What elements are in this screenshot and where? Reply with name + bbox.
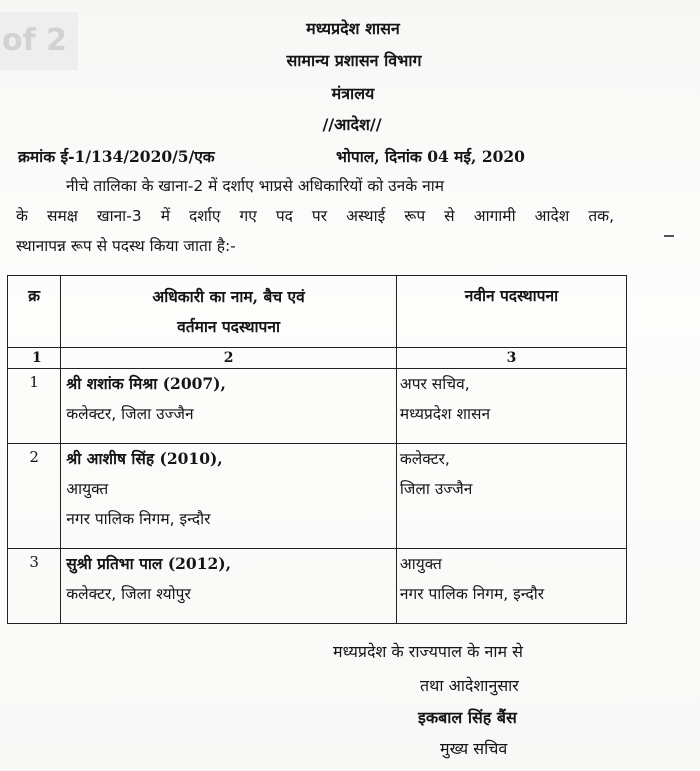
signatory-designation: मुख्य सचिव: [440, 739, 508, 758]
signature-order-line: तथा आदेशानुसार: [420, 676, 519, 695]
header-new-posting: नवीन पदस्थापना: [396, 276, 626, 348]
officer-cell: [61, 369, 397, 444]
column-number: 1: [8, 348, 61, 369]
row-serial: 2: [8, 444, 61, 549]
officer-cell: [61, 549, 397, 624]
column-number-row: [8, 348, 627, 369]
officer-cell: [61, 444, 397, 549]
new-posting-line: अपर सचिव,: [399, 375, 470, 393]
body-line-3: स्थानापन्न रूप से पदस्थ किया जाता है:-: [16, 237, 236, 255]
current-posting: कलेक्टर, जिला श्योपुर: [66, 585, 191, 603]
table-row: [8, 549, 627, 624]
officer-name: श्री शशांक मिश्रा (2007),: [66, 374, 226, 393]
current-posting: कलेक्टर, जिला उज्जैन: [66, 405, 194, 423]
officer-name: सुश्री प्रतिभा पाल (2012),: [66, 554, 232, 573]
new-posting-line: नगर पालिक निगम, इन्दौर: [399, 585, 545, 603]
header-secretariat: मंत्रालय: [331, 84, 375, 103]
table-row: [8, 444, 627, 549]
order-body-text: [16, 171, 614, 261]
page-count-watermark: of 2: [0, 12, 78, 70]
current-posting: आयुक्त: [66, 480, 109, 498]
new-posting-line: जिला उज्जैन: [399, 480, 473, 498]
column-number: 2: [61, 348, 397, 369]
body-line-2: के समक्ष खाना-3 में दर्शाए गए पद पर अस्थाई रूप से आगामी आदेश तक,: [16, 207, 614, 225]
posting-table: [7, 275, 627, 624]
signature-authority-line: मध्यप्रदेश के राज्यपाल के नाम से: [333, 642, 523, 661]
table-row: [8, 369, 627, 444]
new-posting-cell: [396, 444, 626, 549]
row-serial: 1: [8, 369, 61, 444]
table-header-row: [8, 276, 627, 348]
new-posting-line: कलेक्टर,: [399, 450, 450, 468]
order-place-date: भोपाल, दिनांक 04 मई, 2020: [336, 147, 525, 166]
header-officer-line-1: अधिकारी का नाम, बैच एवं: [152, 287, 305, 306]
new-posting-cell: [396, 549, 626, 624]
body-line-1: नीचे तालिका के खाना-2 में दर्शाए भाप्रसे अधिकारियों को उनके नाम: [66, 177, 444, 195]
officer-name: श्री आशीष सिंह (2010),: [66, 449, 223, 468]
header-order-title: //आदेश//: [322, 115, 382, 134]
header-officer-details: [61, 276, 397, 348]
new-posting-cell: [396, 369, 626, 444]
header-department: सामान्य प्रशासन विभाग: [286, 51, 422, 70]
header-officer-line-2: वर्तमान पदस्थापना: [177, 317, 280, 336]
margin-mark: [664, 235, 674, 237]
row-serial: 3: [8, 549, 61, 624]
current-posting: नगर पालिक निगम, इन्दौर: [66, 510, 211, 528]
order-number: क्रमांक ई-1/134/2020/5/एक: [18, 147, 215, 166]
signatory-name: इकबाल सिंह बैंस: [418, 708, 517, 727]
column-number: 3: [396, 348, 626, 369]
header-serial: क्र: [8, 276, 61, 348]
new-posting-line: मध्यप्रदेश शासन: [399, 405, 491, 423]
header-government: मध्यप्रदेश शासन: [306, 19, 400, 38]
new-posting-line: आयुक्त: [399, 555, 442, 573]
